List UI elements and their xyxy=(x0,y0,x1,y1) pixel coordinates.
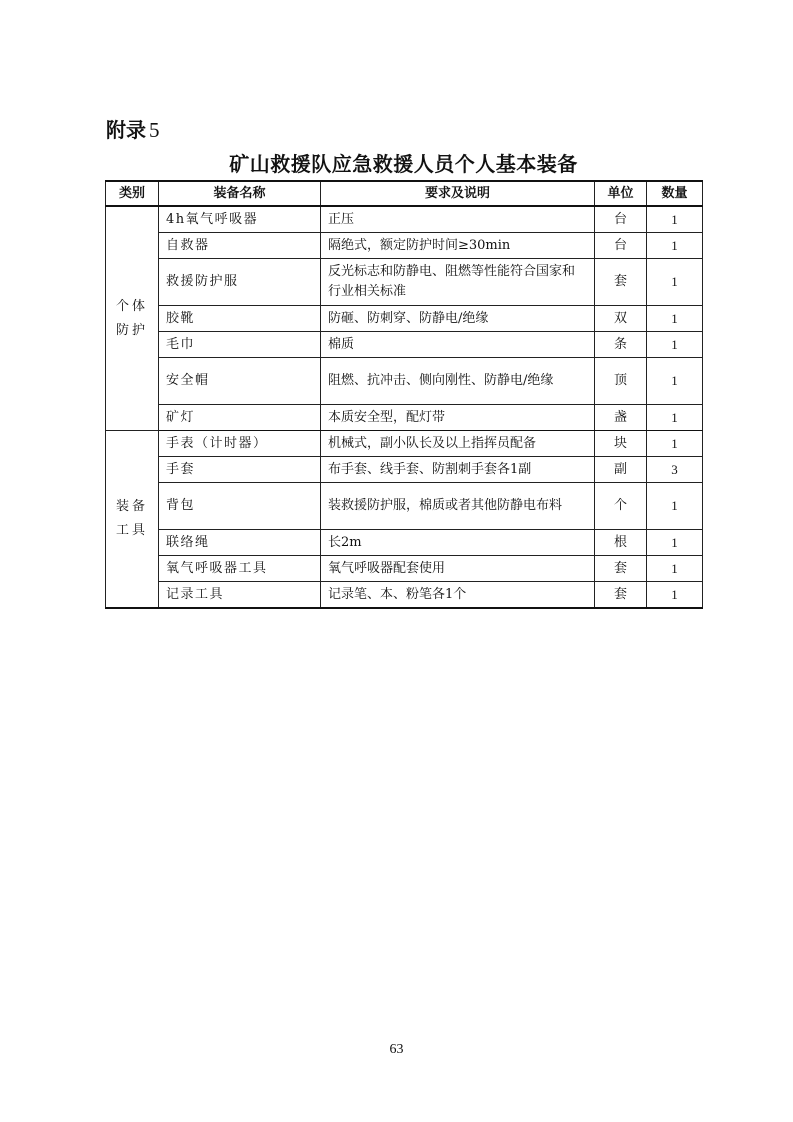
equipment-name: 胶靴 xyxy=(159,306,321,332)
equipment-qty: 1 xyxy=(647,483,703,530)
equipment-desc: 阻燃、抗冲击、侧向刚性、防静电/绝缘 xyxy=(321,358,595,405)
header-category: 类别 xyxy=(106,181,159,206)
equipment-qty: 1 xyxy=(647,206,703,233)
header-qty: 数量 xyxy=(647,181,703,206)
equipment-unit: 台 xyxy=(595,206,647,233)
equipment-desc: 装救援防护服，棉质或者其他防静电布料 xyxy=(321,483,595,530)
equipment-desc: 氧气呼吸器配套使用 xyxy=(321,556,595,582)
table-row xyxy=(106,332,703,358)
equipment-name: 联络绳 xyxy=(159,530,321,556)
equipment-qty: 1 xyxy=(647,431,703,457)
equipment-qty: 1 xyxy=(647,556,703,582)
equipment-desc: 正压 xyxy=(321,206,595,233)
header-name: 装备名称 xyxy=(159,181,321,206)
category-cell xyxy=(106,206,159,431)
equipment-name: 氧气呼吸器工具 xyxy=(159,556,321,582)
category-line: 防护 xyxy=(115,322,148,338)
equipment-unit: 套 xyxy=(595,556,647,582)
equipment-desc: 防砸、防刺穿、防静电/绝缘 xyxy=(321,306,595,332)
equipment-unit: 台 xyxy=(595,233,647,259)
equipment-desc: 棉质 xyxy=(321,332,595,358)
equipment-name: 手套 xyxy=(159,457,321,483)
equipment-desc: 记录笔、本、粉笔各1个 xyxy=(321,582,595,609)
table-row xyxy=(106,483,703,530)
equipment-qty: 1 xyxy=(647,405,703,431)
category-line: 装备 xyxy=(115,499,148,514)
equipment-unit: 块 xyxy=(595,431,647,457)
equipment-name: 救援防护服 xyxy=(159,259,321,306)
equipment-table xyxy=(105,180,703,609)
equipment-unit: 根 xyxy=(595,530,647,556)
table-row xyxy=(106,206,703,233)
header-desc: 要求及说明 xyxy=(321,181,595,206)
equipment-name: 手表（计时器） xyxy=(159,431,321,457)
equipment-desc: 长2m xyxy=(321,530,595,556)
equipment-qty: 1 xyxy=(647,582,703,609)
table-row xyxy=(106,457,703,483)
appendix-heading xyxy=(106,114,160,143)
equipment-desc: 机械式，副小队长及以上指挥员配备 xyxy=(321,431,595,457)
equipment-qty: 1 xyxy=(647,332,703,358)
equipment-unit: 双 xyxy=(595,306,647,332)
table-row xyxy=(106,306,703,332)
table-row xyxy=(106,405,703,431)
equipment-qty: 1 xyxy=(647,358,703,405)
equipment-unit: 套 xyxy=(595,582,647,609)
appendix-number: 5 xyxy=(149,118,160,142)
header-unit: 单位 xyxy=(595,181,647,206)
equipment-qty: 1 xyxy=(647,233,703,259)
document-title: 矿山救援队应急救援人员个人基本装备 xyxy=(229,152,578,176)
equipment-desc: 反光标志和防静电、阻燃等性能符合国家和行业相关标准 xyxy=(321,259,595,306)
equipment-desc: 本质安全型，配灯带 xyxy=(321,405,595,431)
equipment-name: 毛巾 xyxy=(159,332,321,358)
appendix-label: 附录 xyxy=(106,118,146,142)
table-row xyxy=(106,530,703,556)
equipment-desc: 隔绝式，额定防护时间≥30min xyxy=(321,233,595,259)
equipment-name: 记录工具 xyxy=(159,582,321,609)
equipment-unit: 套 xyxy=(595,259,647,306)
equipment-name: 安全帽 xyxy=(159,358,321,405)
table-row xyxy=(106,431,703,457)
equipment-name: 背包 xyxy=(159,483,321,530)
equipment-unit: 盏 xyxy=(595,405,647,431)
equipment-qty: 1 xyxy=(647,306,703,332)
equipment-unit: 副 xyxy=(595,457,647,483)
table-row xyxy=(106,259,703,306)
equipment-qty: 1 xyxy=(647,259,703,306)
category-line: 工具 xyxy=(115,523,148,538)
equipment-unit: 个 xyxy=(595,483,647,530)
equipment-name: 自救器 xyxy=(159,233,321,259)
table-row xyxy=(106,233,703,259)
equipment-desc: 布手套、线手套、防割刺手套各1副 xyxy=(321,457,595,483)
equipment-qty: 3 xyxy=(647,457,703,483)
table-row xyxy=(106,358,703,405)
category-cell xyxy=(106,431,159,609)
table-header-row xyxy=(106,181,703,206)
table-row xyxy=(106,556,703,582)
equipment-name: 矿灯 xyxy=(159,405,321,431)
equipment-unit: 顶 xyxy=(595,358,647,405)
equipment-unit: 条 xyxy=(595,332,647,358)
table-row xyxy=(106,582,703,609)
equipment-qty: 1 xyxy=(647,530,703,556)
category-line: 个体 xyxy=(115,298,148,314)
page-number: 63 xyxy=(389,1042,404,1057)
equipment-name: 4h氧气呼吸器 xyxy=(159,206,321,233)
